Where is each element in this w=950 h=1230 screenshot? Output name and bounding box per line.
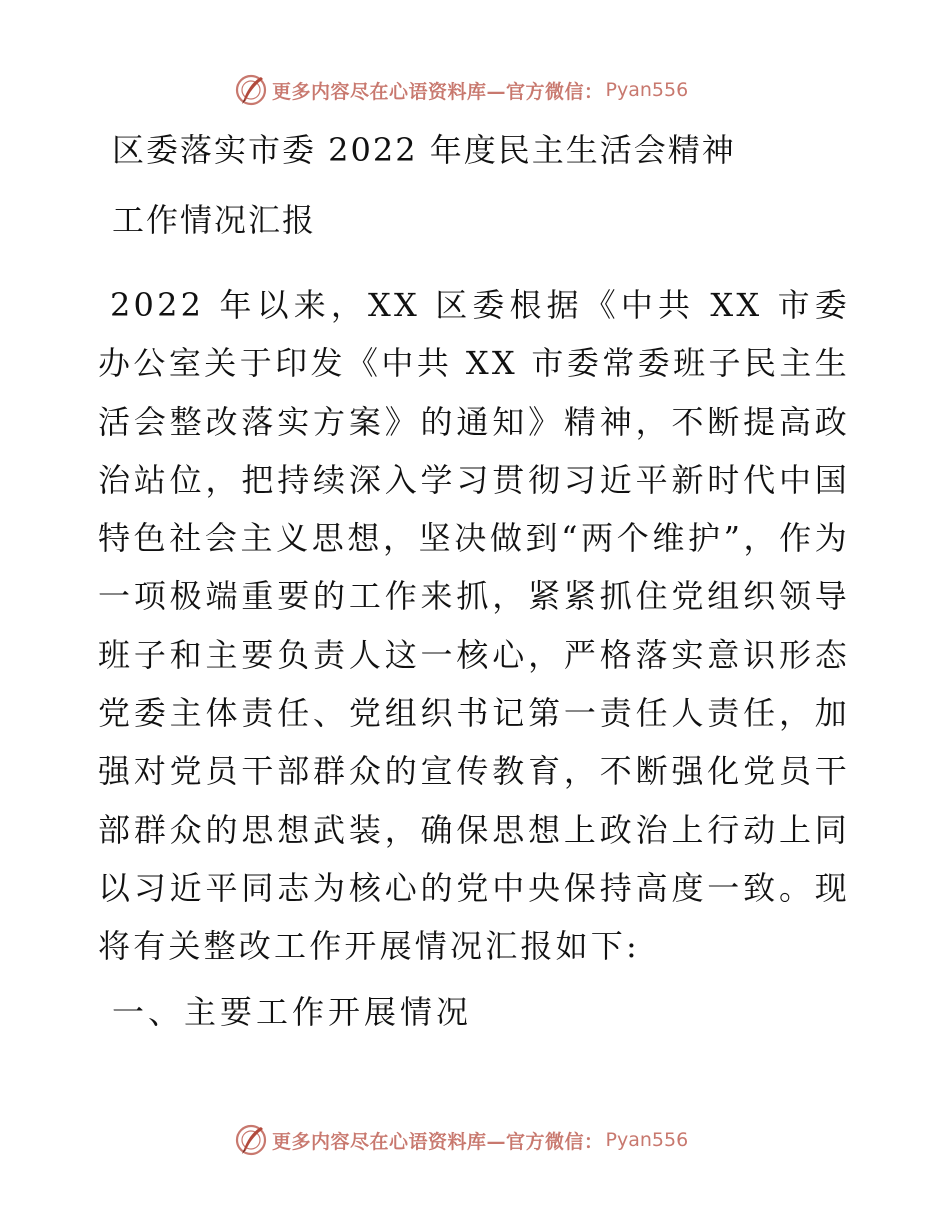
header-watermark bbox=[234, 72, 688, 108]
quill-pen-logo-icon bbox=[234, 73, 268, 107]
document-title-line1: 区委落实市委 2022 年度民主生活会精神 bbox=[112, 131, 736, 169]
section-heading: 一、主要工作开展情况 bbox=[112, 993, 473, 1031]
body-paragraph: 2022 年以来，XX 区委根据《中共 XX 市委办公室关于印发《中共 XX 市委常委班子民主生活会整改落实方案》的通知》精神，不断提高政治站位，把持续深入学习贯彻习近平新时代中国特色社会主义思想，坚决做到“两个维护”，作为一项极端重要的工作来抓，紧紧抓住党组织领导班子和主要负责人这一核心，严格落实意识形态党委主体责任、党组织书记第一责任人责任，加强对党员干部群众的宣传教育，不断强化党员干部群众的思想武装，确保思想上政治上行动上同以习近平同志为核心的党中央保持高度一致。现将有关整改工作开展情况汇报如下: bbox=[98, 286, 850, 966]
watermark-wechat-id: Pyan556 bbox=[605, 79, 689, 101]
watermark-text: 更多内容尽在心语资料库—官方微信： bbox=[272, 80, 604, 103]
watermark-text: 更多内容尽在心语资料库—官方微信： bbox=[272, 1130, 604, 1153]
watermark-wechat-id: Pyan556 bbox=[605, 1129, 689, 1151]
document-title-line2: 工作情况汇报 bbox=[112, 201, 317, 239]
footer-watermark bbox=[234, 1122, 688, 1158]
quill-pen-logo-icon bbox=[234, 1123, 268, 1157]
